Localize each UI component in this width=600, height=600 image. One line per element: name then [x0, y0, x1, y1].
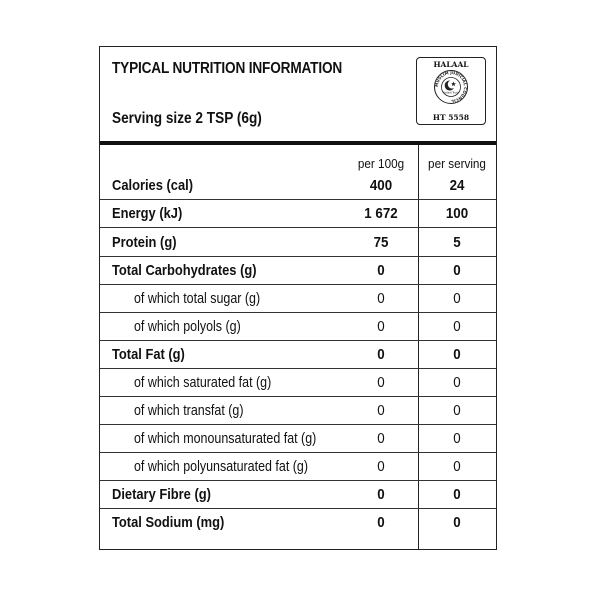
row-value-per-serving: 0 [453, 459, 461, 475]
row-value-per-100g: 400 [369, 178, 393, 194]
row-value-per-100g: 0 [377, 431, 385, 447]
row-value-per-100g: 0 [377, 459, 385, 475]
table-row [100, 369, 496, 397]
row-label: Dietary Fibre (g) [112, 486, 211, 503]
row-value-per-100g: 1 672 [364, 206, 398, 222]
row-value-per-100g: 0 [377, 515, 385, 531]
row-value-per-serving: 0 [453, 431, 461, 447]
row-label: Protein (g) [112, 234, 177, 251]
halaal-seal [416, 57, 486, 125]
table-row [100, 453, 496, 481]
row-value-per-100g: 0 [377, 487, 385, 503]
header-divider [100, 141, 496, 145]
row-value-per-serving: 5 [453, 235, 461, 251]
table-row [100, 171, 496, 200]
row-value-per-100g: 0 [377, 375, 385, 391]
row-value-per-100g: 0 [377, 291, 385, 307]
row-value-per-100g: 0 [377, 263, 385, 279]
crescent-star-icon [433, 69, 469, 105]
row-label: of which saturated fat (g) [134, 375, 272, 391]
row-label: of which monounsaturated fat (g) [134, 431, 317, 447]
col-header-per-100g: per 100g [357, 156, 405, 171]
row-value-per-serving: 0 [453, 515, 461, 531]
row-value-per-100g: 0 [377, 347, 385, 363]
seal-ring-text: MUSLIM JUDICIAL COUNCIL [433, 69, 469, 105]
row-label: of which transfat (g) [134, 403, 244, 419]
row-label: Energy (kJ) [112, 205, 183, 222]
row-label: of which polyunsaturated fat (g) [134, 459, 308, 475]
row-value-per-serving: 0 [453, 487, 461, 503]
row-label: Total Sodium (mg) [112, 514, 225, 531]
col-header-per-serving: per serving [428, 156, 486, 171]
row-label: of which polyols (g) [134, 319, 241, 335]
row-label: Calories (cal) [112, 177, 194, 194]
row-label: of which total sugar (g) [134, 291, 261, 307]
row-value-per-100g: 0 [377, 403, 385, 419]
table-row [100, 425, 496, 453]
table-row [100, 341, 496, 369]
table-row [100, 313, 496, 341]
row-label: Total Carbohydrates (g) [112, 262, 257, 279]
panel-title: TYPICAL NUTRITION INFORMATION [112, 60, 343, 77]
row-value-per-serving: 0 [453, 291, 461, 307]
row-value-per-serving: 24 [449, 178, 465, 194]
row-label: Total Fat (g) [112, 346, 185, 363]
row-value-per-serving: 0 [453, 347, 461, 363]
seal-center-text: Halaal Trust [443, 91, 459, 95]
table-row [100, 481, 496, 509]
row-value-per-serving: 0 [453, 263, 461, 279]
table-row [100, 509, 496, 537]
row-value-per-100g: 0 [377, 319, 385, 335]
row-value-per-serving: 0 [453, 403, 461, 419]
serving-size: Serving size 2 TSP (6g) [112, 110, 262, 127]
row-value-per-serving: 100 [445, 206, 469, 222]
row-value-per-serving: 0 [453, 319, 461, 335]
table-row [100, 200, 496, 228]
table-row [100, 257, 496, 285]
table-row [100, 285, 496, 313]
nutrition-panel [99, 46, 497, 550]
table-row [100, 228, 496, 257]
table-row [100, 397, 496, 425]
seal-top-text: HALAAL [433, 60, 469, 69]
seal-bottom-text: HT 5558 [432, 113, 470, 122]
row-value-per-100g: 75 [373, 235, 389, 251]
row-value-per-serving: 0 [453, 375, 461, 391]
